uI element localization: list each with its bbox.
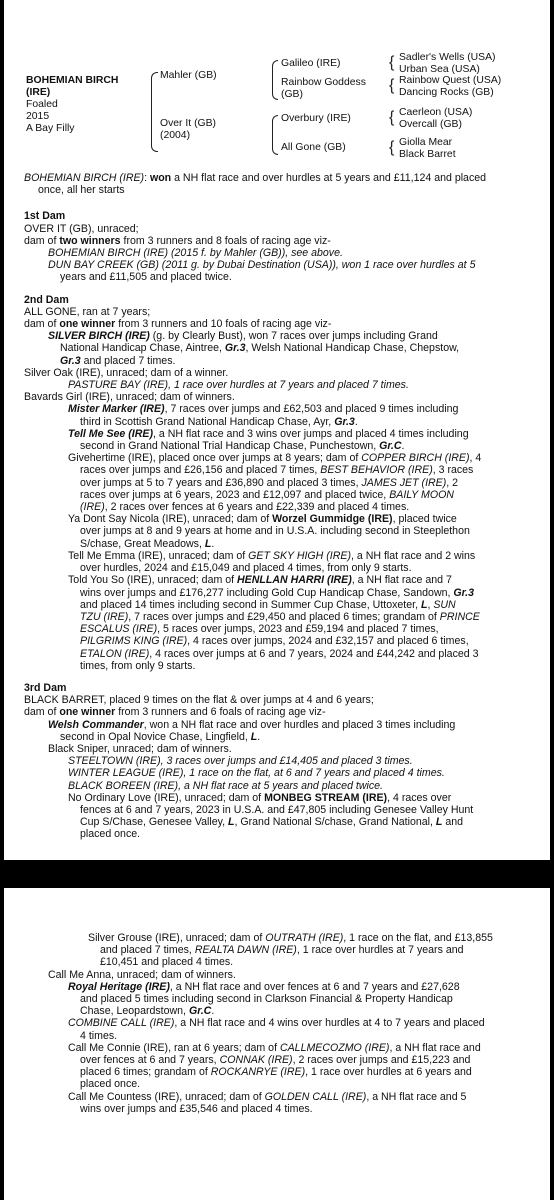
dam-sire-dam: Overcall (GB): [399, 119, 462, 130]
horse-name: BOHEMIAN BIRCH: [26, 75, 119, 86]
brace-sire: [272, 60, 278, 100]
dam: Over It (GB): [160, 118, 216, 129]
sire-sire: Galileo (IRE): [281, 58, 341, 69]
second-dam-line: ALL GONE, ran at 7 years;: [24, 305, 151, 318]
brace-g3-3: {: [389, 109, 395, 126]
first-dam-produce: dam of two winners from 3 runners and 8 foals of racing age viz-: [24, 234, 331, 247]
produce-tell-me-emma: Tell Me Emma (IRE), unraced; dam of GET SKY HIGH (IRE), a NH flat race and 2 wins over hurdles, 2024 and £15,049 and placed 4 times, from only 9 starts.: [68, 549, 476, 575]
dam-year: (2004): [160, 130, 191, 141]
second-dam-produce: dam of one winner from 3 runners and 10 foals of racing age viz-: [24, 318, 332, 331]
dam-sire: Overbury (IRE): [281, 113, 351, 124]
brace-g3-1: {: [389, 54, 395, 71]
sire: Mahler (GB): [160, 70, 217, 81]
horse-suffix: (IRE): [26, 87, 51, 98]
produce-call-me-anna: Call Me Anna, unraced; dam of winners.: [48, 968, 236, 981]
produce-black-sniper: Black Sniper, unraced; dam of winners.: [48, 742, 232, 755]
sire-dam-line1: Rainbow Goddess: [281, 77, 366, 88]
produce-pasture-bay: PASTURE BAY (IRE), 1 race over hurdles at 7 years and placed 7 times.: [68, 379, 409, 392]
produce-givehertime: Givehertime (IRE), placed once over jumps at 8 years; dam of COPPER BIRCH (IRE), 4 races over jumps and £26,156 and placed 7 times, BEST BEHAVIOR (IRE), 3 races over jumps at 5 to 7 years and £36,890 and placed 3 times, JAMES JET (IRE), 2 races over jumps at 6 years, 2023 and £12,097 and placed twice, BAILY MOON (IRE), 2 races over fences at 6 years and £22,339 and placed 4 times.: [68, 452, 482, 514]
summary: BOHEMIAN BIRCH (IRE): won a NH flat race and over hurdles at 5 years and £11,124 and placed once, all her starts: [24, 172, 487, 197]
dam-sire-sire: Caerleon (USA): [399, 107, 473, 118]
foaled-label: Foaled: [26, 99, 58, 110]
sire-dam-sire: Rainbow Quest (USA): [399, 75, 502, 86]
sire-sire-dam: Urban Sea (USA): [399, 64, 480, 75]
dam-dam-sire: Giolla Mear: [399, 137, 453, 148]
produce-silver-birch: SILVER BIRCH (IRE) (g. by Clearly Bust), won 7 races over jumps including Grand National Handicap Chase, Aintree, Gr.3, Welsh National Handicap Chase, Chepstow, Gr.3 and placed 7 times.: [48, 330, 460, 367]
produce-dun-bay-creek: DUN BAY CREEK (GB) (2011 g. by Dubai Destination (USA)), won 1 race over hurdles at 5 years and £11,505 and placed twice.: [48, 259, 476, 284]
brace-dam: [272, 115, 278, 155]
sire-dam-line2: (GB): [281, 89, 303, 100]
produce-tell-me-see: Tell Me See (IRE), a NH flat race and 3 wins over jumps and placed 4 times including second in Grand National Trial Handicap Chase, Punchestown, Gr.C.: [68, 427, 469, 453]
produce-ya-dont-say-nicola: Ya Dont Say Nicola (IRE), unraced; dam of Worzel Gummidge (IRE), placed twice over jumps at 8 and 9 years at home and in U.S.A. including second in Steeplethon S/chase, Great Meadows, L.: [68, 513, 470, 550]
catalogue-page-1: [4, 0, 550, 860]
produce-no-ordinary-love: No Ordinary Love (IRE), unraced; dam of MONBEG STREAM (IRE), 4 races over fences at 6 and 7 years, 2023 in U.S.A. and £47,805 including Genesee Valley Hunt Cup S/Chase, Genesee Valley, L, Grand National S/chase, Grand National, L and placed once.: [68, 791, 474, 841]
produce-call-me-connie: Call Me Connie (IRE), ran at 6 years; dam of CALLMECOZMO (IRE), a NH flat race and over fences at 6 and 7 years, CONNAK (IRE), 2 races over jumps and £15,223 and placed 6 times; grandam of ROCKANRYE (IRE), 1 race over hurdles at 6 years and placed once.: [68, 1041, 481, 1091]
produce-bohemian-birch: BOHEMIAN BIRCH (IRE) (2015 f. by Mahler (GB)), see above.: [48, 247, 343, 260]
produce-told-you-so: Told You So (IRE), unraced; dam of HENLLAN HARRI (IRE), a NH flat race and 7 wins over jumps and £176,277 including Gold Cup Handicap Chase, Sandown, Gr.3 and placed 14 times including second in Summer Cup Chase, Uttoxeter, L, SUN TZU (IRE), 7 races over jumps and £29,450 and placed 6 times; grandam of PRINCE ESCALUS (IRE), 5 races over jumps, 2023 and £59,194 and placed 7 times, PILGRIMS KING (IRE), 4 races over jumps, 2024 and £32,157 and placed 6 times, ETALON (IRE), 4 races over jumps at 6 and 7 years, 2024 and £44,242 and placed 3 times, from only 9 starts.: [68, 574, 480, 672]
brace-g3-4: {: [389, 139, 395, 156]
produce-royal-heritage: Royal Heritage (IRE), a NH flat race and over fences at 6 and 7 years and £27,628 and placed 5 times including second in Clarkson Financial & Property Handicap Chase, Leopardstown, Gr.C.: [68, 980, 460, 1018]
produce-bavards-girl: Bavards Girl (IRE), unraced; dam of winners.: [24, 391, 235, 404]
brace-g3-2: {: [389, 77, 395, 94]
third-dam-heading: 3rd Dam: [24, 681, 67, 694]
foaled-year: 2015: [26, 111, 50, 122]
produce-welsh-commander: Welsh Commander, won a NH flat race and over hurdles and placed 3 times including second in Opal Novice Chase, Lingfield, L.: [48, 718, 456, 743]
catalogue-text: [4, 172, 550, 841]
second-dam-heading: 2nd Dam: [24, 293, 69, 306]
third-dam-produce: dam of one winner from 3 runners and 6 foals of racing age viz-: [24, 706, 326, 719]
third-dam-line: BLACK BARRET, placed 9 times on the flat & over jumps at 4 and 6 years;: [24, 694, 374, 707]
produce-call-me-countess: Call Me Countess (IRE), unraced; dam of GOLDEN CALL (IRE), a NH flat race and 5 wins over jumps and £35,546 and placed 4 times.: [68, 1090, 467, 1115]
dam-dam: All Gone (GB): [281, 142, 346, 153]
catalogue-page-2: [4, 888, 550, 1200]
produce-black-boreen: BLACK BOREEN (IRE), a NH flat race at 5 years and placed twice.: [68, 779, 383, 792]
brace-gen1: [151, 72, 158, 152]
produce-winter-league: WINTER LEAGUE (IRE), 1 race on the flat, at 6 and 7 years and placed 4 times.: [68, 767, 445, 780]
produce-silver-grouse: Silver Grouse (IRE), unraced; dam of OUTRATH (IRE), 1 race on the flat, and £13,855 and placed 7 times, REALTA DAWN (IRE), 1 race over hurdles at 7 years and £10,451 and placed 4 times.: [88, 932, 493, 969]
horse-description: A Bay Filly: [26, 123, 75, 134]
sire-dam-dam: Dancing Rocks (GB): [399, 87, 494, 98]
produce-mister-marker: Mister Marker (IRE), 7 races over jumps and £62,503 and placed 9 times including third in Scottish Grand National Handicap Chase, Ayr, Gr.3.: [68, 403, 459, 428]
produce-steeltown: STEELTOWN (IRE), 3 races over jumps and £14,405 and placed 3 times.: [68, 755, 413, 768]
dam-dam-dam: Black Barret: [399, 149, 456, 160]
produce-combine-call: COMBINE CALL (IRE), a NH flat race and 4 wins over hurdles at 4 to 7 years and placed 4 times.: [68, 1017, 485, 1042]
first-dam-line: OVER IT (GB), unraced;: [24, 222, 139, 235]
catalogue-text-continued: [4, 932, 550, 1115]
produce-silver-oak: Silver Oak (IRE), unraced; dam of a winner.: [24, 366, 229, 379]
sire-sire-sire: Sadler's Wells (USA): [399, 52, 496, 63]
first-dam-heading: 1st Dam: [24, 210, 66, 223]
